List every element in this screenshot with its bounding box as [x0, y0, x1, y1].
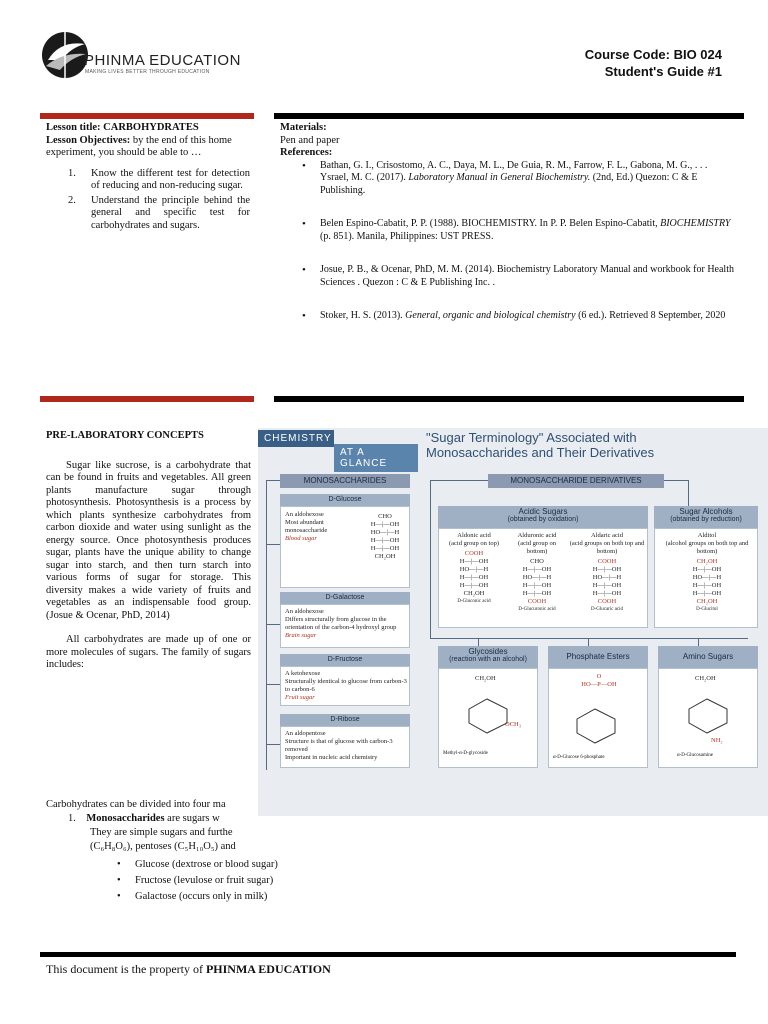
list-item: 2. Understand the principle behind the general and specific test for carbohydrates and sugars. — [68, 194, 250, 231]
list-item: • Belen Espino-Cabatit, P. P. (1988). BIOCHEMISTRY. In P. P. Belen Espino-Cabatit, BIOCHEMISTRY (p. 851). Manila, Philippines: UST PRESS. — [280, 218, 736, 243]
sugar-alcohols-header: Sugar Alcohols (obtained by reduction) — [654, 506, 758, 528]
footer-text: This document is the property of PHINMA EDUCATION — [46, 962, 331, 976]
list-item: • Bathan, G. I., Crisostomo, A. C., Daya, M. L., De Guia, R. M., Farrow, F. L., Gabona, M. G., . . . Ysrael, M. C. (2017). Laboratory Manual in General Biochemistry. (2nd, Ed.) Quezon: C & E Publishing. — [280, 160, 736, 198]
acidic-sugars-header: Acidic Sugars (obtained by oxidation) — [438, 506, 648, 528]
connector — [266, 684, 280, 685]
list-item: • Fructose (levulose or fruit sugar) — [113, 873, 373, 889]
list-item: 1. Know the different test for detection of reducing and non-reducing sugar. — [68, 167, 250, 191]
sugars-list — [113, 857, 373, 905]
sugar-alcohols-panel: Alditol (alcohol groups on both top and bottom) CH₂OH H—|—OH HO—|—H H—|—OH H—|—OH CH₂OH D-Glucitol — [654, 528, 758, 628]
glucose-panel: An aldohexose Most abundant monosaccharide Blood sugar CHO H—|—OH HO—|—H H—|—OH H—|—OH CH₂OH — [280, 506, 410, 588]
list-item: • Stoker, H. S. (2013). General, organic and biological chemistry (6 ed.). Retrieved 8 September, 2020 — [280, 310, 736, 323]
ring-structure-icon — [565, 699, 631, 749]
prelab-heading: PRE-LABORATORY CONCEPTS — [46, 430, 204, 441]
lesson-objectives: Lesson Objectives: by the end of this home experiment, you should be able to … — [46, 134, 232, 158]
derivatives-label: MONOSACCHARIDE DERIVATIVES — [488, 474, 664, 488]
monosaccharides-label: MONOSACCHARIDES — [280, 474, 410, 488]
connector — [478, 638, 479, 646]
materials-label: Materials: — [280, 122, 327, 133]
glucose-header: D-Glucose — [280, 494, 410, 506]
lesson-column — [46, 122, 250, 234]
references-list — [280, 160, 736, 323]
connector — [688, 480, 689, 506]
course-info — [472, 46, 722, 80]
mid-right-bar — [274, 396, 744, 402]
connector — [430, 480, 488, 481]
logo-emblem-icon — [40, 30, 90, 80]
phosphate-esters-header: Phosphate Esters — [548, 646, 648, 668]
logo-name: PHINMA EDUCATION — [84, 52, 241, 69]
list-item: • Josue, P. B., & Ocenar, PhD, M. M. (2014). Biochemistry Laboratory Manual and workbook for Health Sciences . Quezon : C & E Publishing Inc. . — [280, 264, 736, 289]
logo-tagline: MAKING LIVES BETTER THROUGH EDUCATION — [85, 69, 210, 75]
references-label: References: — [280, 147, 333, 158]
figure-badge-1: CHEMISTRY — [258, 430, 334, 447]
monosaccharides-line-2: They are simple sugars and furthe — [90, 827, 233, 838]
amino-sugars-panel: CH₂OH NH₂ α-D-Glucosamine — [658, 668, 758, 768]
fructose-panel: A ketohexose Structurally identical to glucose from carbon-3 to carbon-6 Fruit sugar — [280, 666, 410, 706]
monosaccharides-line-3: (C₆H₈O₆), pentoses (C₅H₁₀O₅) and — [90, 841, 236, 852]
glycosides-header: Glycosides (reaction with an alcohol) — [438, 646, 538, 668]
footer-bar — [40, 952, 736, 957]
galactose-panel: An aldohexose Differs structurally from glucose in the orientation of the carbon-4 hydroxyl group Brain sugar — [280, 604, 410, 648]
prelab-section — [46, 430, 251, 672]
connector — [266, 480, 280, 481]
ring-structure-icon — [457, 689, 523, 739]
prelab-paragraph-1: Sugar like sucrose, is a carbohydrate that can be found in fruits and vegetables. All green plants manufacture sugar through photosynthesis. Photosynthesis is a process by which plants synthesize carbohydrates from carbon dioxide and water using sunlight as the energy source. Once photosynthesis produces sugar, plants have the unique ability to change sugar into starch, and then turn starch into various forms of sugar for storage. This diversity makes a wide variety of fruits and vegetables as an indispensable food group. (Josue & Ocenar, PhD, 2014) — [46, 459, 251, 621]
list-item: • Glucose (dextrose or blood sugar) — [113, 857, 373, 873]
prelab-paragraph-2: All carbohydrates are made up of one or more molecules of sugars. The family of sugars includes: — [46, 634, 251, 670]
connector — [588, 638, 589, 646]
figure-badge-2: AT A GLANCE — [334, 444, 418, 472]
phosphate-esters-panel: O HO—P—OH α-D-Glucose 6-phosphate — [548, 668, 648, 768]
glycosides-panel: CH₂OH OCH₃ Methyl-α-D-glycoside — [438, 668, 538, 768]
list-item: • Galactose (occurs only in milk) — [113, 889, 373, 905]
materials-column — [280, 122, 736, 344]
galactose-header: D-Galactose — [280, 592, 410, 604]
connector — [664, 480, 688, 481]
fructose-header: D-Fructose — [280, 654, 410, 666]
connector — [430, 480, 431, 638]
top-right-bar — [274, 113, 744, 119]
acidic-sugars-panel: Aldonic acid (acid group on top) COOH H—|—OH HO—|—H H—|—OH H—|—OH CH₂OH D-Gluconic acid Alduronic acid (acid group on bottom) CHO H—|—OH HO—|—H H—|—OH H—|—OH COOH D-Glucuronic acid Aldaric acid (acid groups on both top and bottom) COOH H—|—OH HO—|—H H—|—OH H—|—OH COOH D-Glucaric acid — [438, 528, 648, 628]
amino-sugars-header: Amino Sugars — [658, 646, 758, 668]
glucose-structure: CHO H—|—OH HO—|—H H—|—OH H—|—OH CH₂OH — [370, 513, 400, 560]
connector — [266, 544, 280, 545]
materials-items: Pen and paper — [280, 134, 340, 146]
sugar-terminology-figure — [258, 428, 768, 816]
figure-title: "Sugar Terminology" Associated with Monosaccharides and Their Derivatives — [426, 430, 655, 460]
connector — [266, 624, 280, 625]
lesson-title: Lesson title: CARBOHYDRATES — [46, 122, 199, 133]
ribose-panel: An aldopentose Structure is that of glucose with carbon-3 removed Important in nucleic acid chemistry — [280, 726, 410, 768]
top-left-bar — [40, 113, 254, 119]
objectives-list — [46, 168, 250, 233]
course-code: Course Code: BIO 024 — [584, 47, 722, 62]
connector — [266, 480, 267, 770]
prelab-paragraph-3: Carbohydrates can be divided into four ma — [46, 799, 226, 810]
connector — [266, 744, 280, 745]
ring-structure-icon — [677, 689, 743, 739]
logo — [40, 30, 250, 80]
connector — [698, 638, 699, 646]
monosaccharides-item: 1. Monosaccharides are sugars w — [68, 813, 220, 824]
ribose-header: D-Ribose — [280, 714, 410, 726]
mid-left-bar — [40, 396, 254, 402]
guide-number: Student's Guide #1 — [604, 64, 722, 79]
